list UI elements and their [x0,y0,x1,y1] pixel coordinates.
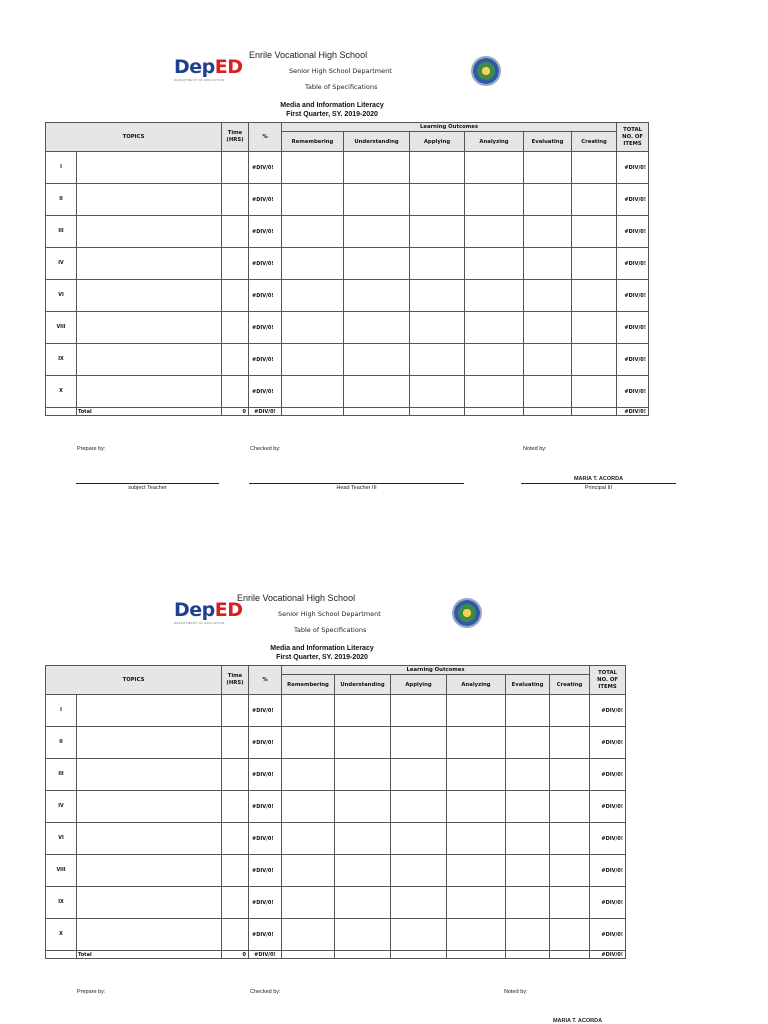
empty-cell [344,216,410,248]
empty-cell [222,727,249,759]
empty-cell [222,216,249,248]
topic-percent: #DIV/0! [249,216,282,248]
empty-cell [447,855,506,887]
topic-number: IX [46,344,77,376]
empty-cell [572,344,617,376]
deped-logo: DepED DEPARTMENT OF EDUCATION [174,599,243,625]
empty-cell [391,823,447,855]
topic-total-items: #DIV/0! [590,855,626,887]
topic-percent: #DIV/0! [249,344,282,376]
topic-row [46,791,626,823]
topic-row [46,184,649,216]
topic-number: III [46,759,77,791]
outcome-analyzing: Analyzing [447,675,506,695]
empty-cell [335,791,391,823]
empty-cell [410,152,465,184]
empty-cell [77,216,222,248]
prepared-by-label: Prepare by: [77,989,106,995]
topic-number: III [46,216,77,248]
topic-percent: #DIV/0! [249,919,282,951]
empty-cell [550,855,590,887]
empty-cell [77,184,222,216]
subject-teacher-role: subject Teacher [128,485,167,491]
empty-cell [335,919,391,951]
empty-cell [77,344,222,376]
topic-row [46,759,626,791]
empty-cell [410,248,465,280]
topic-total-items: #DIV/0! [590,695,626,727]
empty-cell [77,759,222,791]
topic-total-items: #DIV/0! [617,312,649,344]
prepared-signature-line [76,483,219,484]
topic-number: IX [46,887,77,919]
topic-row [46,152,649,184]
empty-cell [222,344,249,376]
topic-percent: #DIV/0! [249,695,282,727]
outcome-analyzing: Analyzing [465,132,524,152]
empty-cell [447,823,506,855]
school-seal [452,598,482,628]
empty-cell [550,919,590,951]
empty-cell [222,280,249,312]
empty-cell [465,312,524,344]
empty-cell [282,919,335,951]
empty-cell [222,919,249,951]
empty-cell [344,184,410,216]
topic-total-items: #DIV/0! [590,919,626,951]
total-label: Total [77,408,222,416]
empty-cell [77,887,222,919]
empty-cell [344,280,410,312]
empty-cell [550,727,590,759]
topic-total-items: #DIV/0! [590,823,626,855]
empty-cell [524,216,572,248]
topic-percent: #DIV/0! [249,855,282,887]
empty-cell [77,280,222,312]
empty-cell [282,216,344,248]
empty-cell [335,823,391,855]
principal-role: Principal III [584,485,613,491]
empty-cell [524,280,572,312]
principal-name: MARIA T. ACORDA [573,476,624,482]
empty-cell [506,855,550,887]
empty-cell [506,695,550,727]
total-items: #DIV/0! [617,408,649,416]
topic-number: VI [46,823,77,855]
topics-header: TOPICS [46,123,222,152]
total-row [46,951,626,959]
topic-percent: #DIV/0! [249,887,282,919]
empty-cell [77,919,222,951]
topic-percent: #DIV/0! [249,823,282,855]
noted-by-label: Noted by: [504,989,528,995]
empty-cell [391,791,447,823]
empty-cell [465,248,524,280]
empty-cell [524,152,572,184]
empty-cell [465,184,524,216]
empty-cell [465,344,524,376]
empty-cell [447,759,506,791]
empty-cell [222,312,249,344]
empty-cell [506,823,550,855]
empty-cell [344,312,410,344]
empty-cell [335,855,391,887]
empty-cell [222,791,249,823]
tos-table [45,665,626,959]
checked-by-label: Checked by: [250,989,281,995]
empty-cell [447,887,506,919]
topic-rows [46,695,626,951]
empty-cell [282,791,335,823]
topic-row [46,823,626,855]
topic-row [46,727,626,759]
topic-number: IV [46,248,77,280]
empty-cell [550,823,590,855]
principal-name: MARIA T. ACORDA [552,1018,603,1024]
topic-percent: #DIV/0! [249,184,282,216]
empty-cell [77,855,222,887]
topic-number: VIII [46,855,77,887]
time-header: Time (HRS) [222,123,249,152]
outcome-evaluating: Evaluating [506,675,550,695]
sheet-2 [0,543,768,1024]
topic-total-items: #DIV/0! [617,216,649,248]
checked-by-label: Checked by: [250,446,281,452]
topic-percent: #DIV/0! [249,248,282,280]
empty-cell [344,248,410,280]
empty-cell [282,695,335,727]
empty-cell [335,759,391,791]
topic-number: II [46,184,77,216]
prepared-by-label: Prepare by: [77,446,106,452]
deped-logo: DepED DEPARTMENT OF EDUCATION [174,56,243,82]
outcome-applying: Applying [391,675,447,695]
head-teacher-role: Head Teacher III [336,485,377,491]
empty-cell [465,376,524,408]
empty-cell [222,759,249,791]
empty-cell [410,280,465,312]
total-time: 0 [222,408,249,416]
empty-cell [465,280,524,312]
topic-total-items: #DIV/0! [617,280,649,312]
empty-cell [282,887,335,919]
empty-cell [77,376,222,408]
topic-percent: #DIV/0! [249,152,282,184]
topic-row [46,376,649,408]
outcome-evaluating: Evaluating [524,132,572,152]
empty-cell [550,791,590,823]
total-time: 0 [222,951,249,959]
topic-total-items: #DIV/0! [590,791,626,823]
school-seal [471,56,501,86]
empty-cell [282,280,344,312]
topic-number: X [46,919,77,951]
empty-cell [282,823,335,855]
empty-cell [222,695,249,727]
outcome-understanding: Understanding [344,132,410,152]
topic-row [46,855,626,887]
empty-cell [447,791,506,823]
topic-total-items: #DIV/0! [590,887,626,919]
empty-cell [222,887,249,919]
empty-cell [391,855,447,887]
empty-cell [335,727,391,759]
empty-cell [524,312,572,344]
empty-cell [222,152,249,184]
topic-number: IV [46,791,77,823]
empty-cell [524,344,572,376]
empty-cell [410,216,465,248]
topic-row [46,344,649,376]
topic-row [46,248,649,280]
total-items: #DIV/0! [590,951,626,959]
empty-cell [550,759,590,791]
total-items-header: TOTAL NO. OF ITEMS [590,666,626,695]
percent-header: % [249,123,282,152]
subject-title: Media and Information Literacy First Quarter, SY. 2019-2020 [280,102,384,118]
empty-cell [77,727,222,759]
empty-cell [391,919,447,951]
outcome-remembering: Remembering [282,675,335,695]
empty-cell [282,312,344,344]
topic-number: II [46,727,77,759]
topic-row [46,695,626,727]
empty-cell [282,855,335,887]
empty-cell [506,887,550,919]
empty-cell [77,248,222,280]
empty-cell [222,823,249,855]
empty-cell [524,248,572,280]
outcome-creating: Creating [550,675,590,695]
learning-outcomes-header: Learning Outcomes [282,123,617,132]
empty-cell [391,759,447,791]
topic-number: I [46,152,77,184]
outcome-creating: Creating [572,132,617,152]
empty-cell [391,727,447,759]
noted-by-label: Noted by: [523,446,547,452]
empty-cell [77,791,222,823]
empty-cell [222,248,249,280]
subject-title: Media and Information Literacy First Quarter, SY. 2019-2020 [270,645,374,661]
empty-cell [506,791,550,823]
total-percent: #DIV/0! [249,951,282,959]
empty-cell [222,855,249,887]
empty-cell [344,152,410,184]
topic-row [46,887,626,919]
empty-cell [524,184,572,216]
empty-cell [447,695,506,727]
empty-cell [222,376,249,408]
topic-rows [46,152,649,408]
empty-cell [572,248,617,280]
topic-number: I [46,695,77,727]
empty-cell [335,695,391,727]
topic-total-items: #DIV/0! [590,727,626,759]
empty-cell [465,216,524,248]
topic-number: VI [46,280,77,312]
topic-total-items: #DIV/0! [617,376,649,408]
topic-percent: #DIV/0! [249,759,282,791]
checked-signature-line [249,483,464,484]
total-label: Total [77,951,222,959]
empty-cell [77,312,222,344]
empty-cell [506,759,550,791]
header-row [46,666,626,675]
empty-cell [572,312,617,344]
empty-cell [550,887,590,919]
topic-total-items: #DIV/0! [590,759,626,791]
department-name: Senior High School Department [289,67,392,75]
total-row [46,408,649,416]
topic-row [46,216,649,248]
outcome-remembering: Remembering [282,132,344,152]
empty-cell [391,887,447,919]
topic-percent: #DIV/0! [249,791,282,823]
empty-cell [506,727,550,759]
topic-number: X [46,376,77,408]
empty-cell [447,919,506,951]
empty-cell [550,695,590,727]
topic-percent: #DIV/0! [249,312,282,344]
topic-total-items: #DIV/0! [617,152,649,184]
empty-cell [572,376,617,408]
topic-row [46,312,649,344]
empty-cell [447,727,506,759]
empty-cell [572,184,617,216]
empty-cell [282,184,344,216]
topic-number: VIII [46,312,77,344]
empty-cell [410,312,465,344]
topic-total-items: #DIV/0! [617,184,649,216]
empty-cell [572,280,617,312]
empty-cell [335,887,391,919]
noted-signature-line [521,483,676,484]
department-name: Senior High School Department [278,610,381,618]
empty-cell [282,759,335,791]
empty-cell [410,184,465,216]
empty-cell [282,344,344,376]
topics-header: TOPICS [46,666,222,695]
empty-cell [282,152,344,184]
empty-cell [524,376,572,408]
empty-cell [506,919,550,951]
empty-cell [344,376,410,408]
topic-percent: #DIV/0! [249,280,282,312]
topic-total-items: #DIV/0! [617,344,649,376]
empty-cell [77,823,222,855]
empty-cell [282,376,344,408]
topic-percent: #DIV/0! [249,727,282,759]
empty-cell [465,152,524,184]
school-name: Enrile Vocational High School [249,50,368,60]
topic-total-items: #DIV/0! [617,248,649,280]
outcome-applying: Applying [410,132,465,152]
empty-cell [222,184,249,216]
learning-outcomes-header: Learning Outcomes [282,666,590,675]
empty-cell [77,695,222,727]
topic-row [46,919,626,951]
tos-table [45,122,649,416]
empty-cell [572,216,617,248]
empty-cell [410,344,465,376]
percent-header: % [249,666,282,695]
empty-cell [282,248,344,280]
total-percent: #DIV/0! [249,408,282,416]
empty-cell [572,152,617,184]
school-name: Enrile Vocational High School [237,593,356,603]
time-header: Time (HRS) [222,666,249,695]
empty-cell [391,695,447,727]
header-row [46,123,649,132]
empty-cell [282,727,335,759]
outcome-understanding: Understanding [335,675,391,695]
tos-title: Table of Specifications [305,83,378,91]
empty-cell [344,344,410,376]
tos-title: Table of Specifications [294,626,367,634]
topic-percent: #DIV/0! [249,376,282,408]
topic-row [46,280,649,312]
empty-cell [77,152,222,184]
empty-cell [410,376,465,408]
total-items-header: TOTAL NO. OF ITEMS [617,123,649,152]
